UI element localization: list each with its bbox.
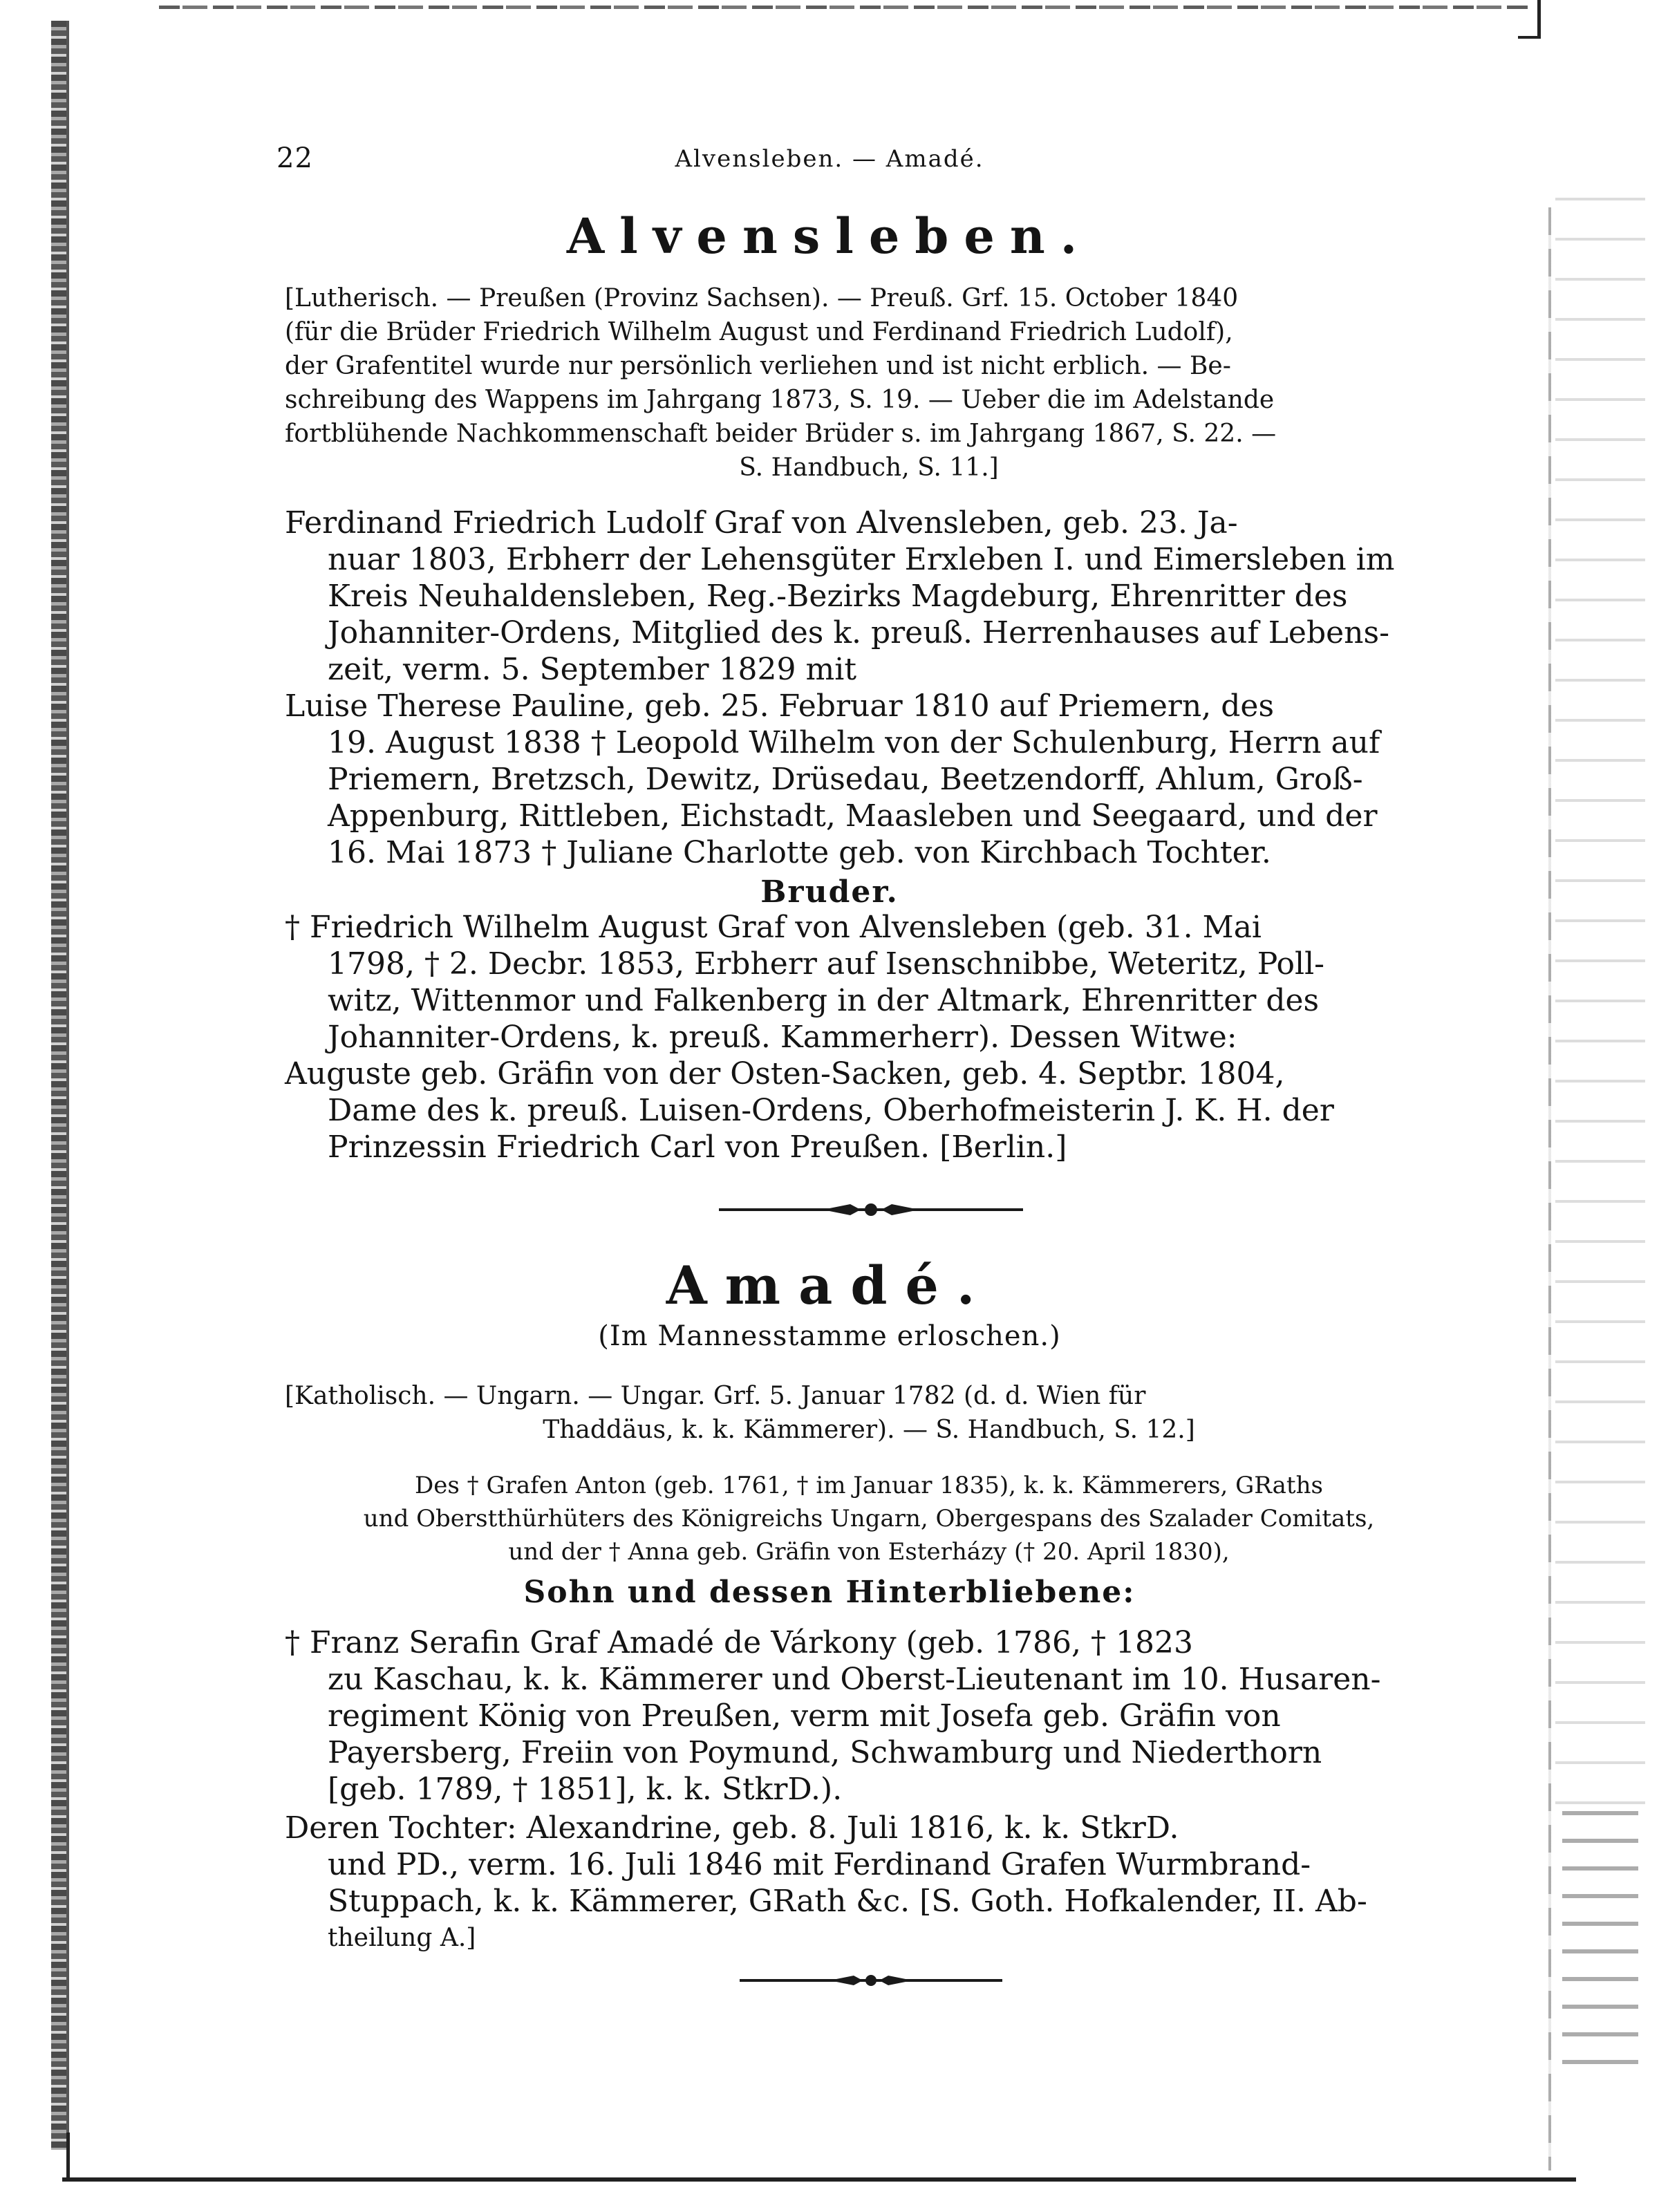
entry-line: † Friedrich Wilhelm August Graf von Alvensleben (geb. 31. Mai <box>285 910 1262 945</box>
parents-line: Des † Grafen Anton (geb. 1761, † im Januar 1835), k. k. Kämmerers, GRaths <box>415 1472 1323 1499</box>
entry-line: † Franz Serafin Graf Amadé de Várkony (geb. 1786, † 1823 <box>285 1625 1193 1660</box>
entry-line: 16. Mai 1873 † Juliane Charlotte geb. von Kirchbach Tochter. <box>328 835 1271 870</box>
entry-line: Payersberg, Freiin von Poymund, Schwamburg und Niederthorn <box>328 1735 1322 1770</box>
amade-note <box>285 1379 1453 1447</box>
entry-line: nuar 1803, Erbherr der Lehensgüter Erxleben I. und Eimersleben im <box>328 542 1395 577</box>
section-title-amade: Amadé. <box>666 1255 993 1316</box>
right-fold-line <box>1548 207 1551 2171</box>
entry-line: [geb. 1789, † 1851], k. k. StkrD.). <box>328 1772 843 1807</box>
note-line: (für die Brüder Friedrich Wilhelm August und Ferdinand Friedrich Ludolf), <box>285 318 1233 346</box>
alvensleben-note <box>285 281 1453 485</box>
right-bleed-through-lower <box>1562 1811 1638 2074</box>
entry-line: 1798, † 2. Decbr. 1853, Erbherr auf Isenschnibbe, Weteritz, Poll- <box>328 946 1325 982</box>
entry-line: Luise Therese Pauline, geb. 25. Februar 1810 auf Priemern, des <box>285 688 1275 724</box>
entry-line: Prinzessin Friedrich Carl von Preußen. [Berlin.] <box>328 1130 1067 1165</box>
note-line: [Katholisch. — Ungarn. — Ungar. Grf. 5. Januar 1782 (d. d. Wien für <box>285 1382 1146 1410</box>
entry-line: 19. August 1838 † Leopold Wilhelm von der Schulenburg, Herrn auf <box>328 725 1380 760</box>
amade-subtitle: (Im Mannesstamme erloschen.) <box>598 1320 1061 1352</box>
note-line: Thaddäus, k. k. Kämmerer). — S. Handbuch, S. 12.] <box>543 1416 1195 1444</box>
brother-heading: Bruder. <box>760 874 899 910</box>
entry-line: Priemern, Bretzsch, Dewitz, Drüsedau, Beetzendorff, Ahlum, Groß- <box>328 762 1363 797</box>
entry-line: Stuppach, k. k. Kämmerer, GRath &c. [S. Goth. Hofkalender, II. Ab- <box>328 1884 1367 1919</box>
note-line: der Grafentitel wurde nur persönlich verliehen und ist nicht erblich. — Be- <box>285 352 1231 380</box>
note-line: fortblühende Nachkommenschaft beider Brüder s. im Jahrgang 1867, S. 22. — <box>285 420 1277 448</box>
entry-line: regiment König von Preußen, verm mit Josefa geb. Gräfin von <box>328 1698 1281 1734</box>
page-number: 22 <box>276 142 313 174</box>
entry-line: und PD., verm. 16. Juli 1846 mit Ferdinand Grafen Wurmbrand- <box>328 1847 1311 1882</box>
binding-shadow <box>66 21 69 2150</box>
alvensleben-entry-ferdinand <box>285 505 1453 688</box>
alvensleben-entry-friedrich <box>285 909 1453 1056</box>
entry-line: Auguste geb. Gräfin von der Osten-Sacken, geb. 4. Septbr. 1804, <box>285 1056 1285 1091</box>
alvensleben-entry-luise <box>285 688 1453 871</box>
amade-parents <box>285 1469 1453 1568</box>
entry-line: Ferdinand Friedrich Ludolf Graf von Alvensleben, geb. 23. Ja- <box>285 505 1238 541</box>
binding-edge <box>51 21 66 2150</box>
note-line: S. Handbuch, S. 11.] <box>739 453 999 482</box>
entry-line: Deren Tochter: Alexandrine, geb. 8. Juli 1816, k. k. StkrD. <box>285 1810 1179 1846</box>
amade-entry-franz <box>285 1624 1453 1808</box>
entry-line: Appenburg, Rittleben, Eichstadt, Maasleben und Seegaard, und der <box>328 798 1378 834</box>
running-head: Alvensleben. — Amadé. <box>675 145 984 173</box>
entry-line: Johanniter-Ordens, Mitglied des k. preuß. Herrenhauses auf Lebens- <box>328 615 1389 650</box>
amade-entry-alexandrine <box>285 1810 1453 1956</box>
alvensleben-entry-auguste <box>285 1056 1453 1165</box>
bottom-left-corner-mark <box>66 2133 97 2180</box>
entry-line: theilung A.] <box>328 1924 476 1952</box>
son-heading: Sohn und dessen Hinterbliebene: <box>523 1575 1136 1610</box>
bottom-edge-rule <box>62 2177 1576 2182</box>
entry-line: zeit, verm. 5. September 1829 mit <box>328 652 856 687</box>
top-edge-rule <box>159 6 1528 9</box>
entry-line: zu Kaschau, k. k. Kämmerer und Oberst-Lieutenant im 10. Husaren- <box>328 1662 1381 1697</box>
parents-line: und Oberstthürhüters des Königreichs Ungarn, Obergespans des Szalader Comitats, <box>363 1505 1375 1533</box>
entry-line: Johanniter-Ordens, k. preuß. Kammerherr). Dessen Witwe: <box>328 1020 1237 1055</box>
section-title-alvensleben: Alvensleben. <box>566 207 1093 265</box>
parents-line: und der † Anna geb. Gräfin von Esterházy († 20. April 1830), <box>508 1538 1230 1566</box>
section-end-ornament <box>740 1970 1002 1991</box>
note-line: [Lutherisch. — Preußen (Provinz Sachsen). — Preuß. Grf. 15. October 1840 <box>285 284 1239 312</box>
top-corner-mark <box>1518 0 1541 39</box>
entry-line: witz, Wittenmor und Falkenberg in der Altmark, Ehrenritter des <box>328 983 1320 1018</box>
section-divider-ornament <box>719 1199 1023 1220</box>
note-line: schreibung des Wappens im Jahrgang 1873, S. 19. — Ueber die im Adelstande <box>285 386 1275 414</box>
entry-line: Kreis Neuhaldensleben, Reg.-Bezirks Magdeburg, Ehrenritter des <box>328 579 1348 614</box>
entry-line: Dame des k. preuß. Luisen-Ordens, Oberhofmeisterin J. K. H. der <box>328 1093 1334 1128</box>
